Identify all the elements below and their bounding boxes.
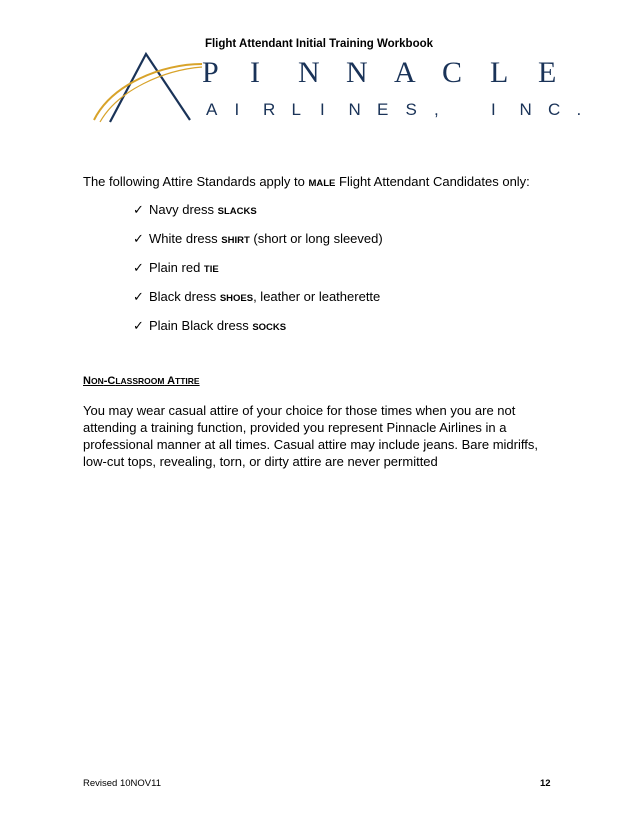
checklist-item [133, 287, 383, 316]
checklist-item-text: Plain red [149, 260, 204, 275]
checklist-item [133, 258, 383, 287]
logo-letter: S [405, 100, 417, 119]
logo-mark-icon [92, 50, 212, 126]
casual-attire-paragraph: You may wear casual attire of your choice for those times when you are not attending a training function, provided you represent Pinnacle Airlines in a professional manner at all times. Casual attire may include jeans. Bare midriffs, low-cut tops, revealing, torn, or dirty attire are never permitted [83, 403, 538, 469]
checklist-item [133, 229, 383, 258]
footer-page-number: 12 [540, 778, 551, 789]
intro-text-after: Flight Attendant Candidates only: [335, 174, 530, 189]
checklist-item-text: Navy dress [149, 202, 218, 217]
checkmark-icon: ✓ [133, 289, 144, 304]
section-heading-non-classroom-attire [83, 375, 200, 387]
logo-letter: P [202, 56, 219, 89]
heading-part: -C [103, 375, 116, 387]
logo-letter: . [576, 100, 582, 119]
logo-letter: I [491, 100, 496, 119]
checklist-item-text: Black dress [149, 289, 220, 304]
checklist-item-emphasis: SOCKS [252, 322, 287, 333]
checklist-item-emphasis: SHOES [219, 293, 254, 304]
logo-letter: R [263, 100, 276, 119]
heading-part: ON [90, 376, 104, 386]
attire-checklist [133, 200, 383, 345]
logo-letter: A [394, 56, 416, 89]
heading-part: LASSROOM [115, 376, 165, 386]
logo-letter: L [490, 56, 509, 89]
intro-emphasis: MALE [308, 178, 336, 189]
logo-letter: I [234, 100, 240, 119]
logo-letter: I [320, 100, 325, 119]
logo-letter: N [519, 100, 532, 119]
footer-revision-date: Revised 10NOV11 [83, 778, 161, 789]
checklist-item-text: White dress [149, 231, 222, 246]
checkmark-icon: ✓ [133, 231, 144, 246]
checklist-item-text-after: (short or long sleeved) [249, 231, 383, 246]
intro-sentence [83, 174, 530, 189]
logo-letter: E [377, 100, 389, 119]
checkmark-icon: ✓ [133, 318, 144, 333]
logo-letter: N [346, 56, 368, 89]
document-header-title: Flight Attendant Initial Training Workbook [204, 38, 434, 50]
checklist-item-emphasis: SLACKS [217, 206, 257, 217]
logo-letter: , [434, 100, 439, 119]
heading-part: TTIRE [175, 376, 200, 386]
intro-text-before: The following Attire Standards apply to [83, 174, 309, 189]
logo-letter: N [348, 100, 361, 119]
logo-letter: A [206, 100, 218, 119]
logo-letter: N [298, 56, 320, 89]
logo-letter: C [442, 56, 463, 89]
logo-letter: I [250, 56, 260, 89]
logo-wordmark-airlines [206, 100, 605, 120]
checklist-item-text-after: , leather or leatherette [253, 289, 381, 304]
checklist-item [133, 200, 383, 229]
logo-wordmark-pinnacle [202, 56, 586, 90]
checkmark-icon: ✓ [133, 202, 144, 217]
heading-part: A [164, 375, 176, 387]
logo-letter: C [548, 100, 561, 119]
checklist-item-emphasis: TIE [203, 264, 219, 275]
pinnacle-airlines-logo [92, 50, 582, 126]
checklist-item-text: Plain Black dress [149, 318, 253, 333]
checklist-item-emphasis: SHIRT [221, 235, 250, 246]
logo-letter: L [291, 100, 301, 119]
checkmark-icon: ✓ [133, 260, 144, 275]
logo-letter: E [538, 56, 557, 89]
heading-part: N [83, 375, 91, 387]
checklist-item [133, 316, 383, 345]
